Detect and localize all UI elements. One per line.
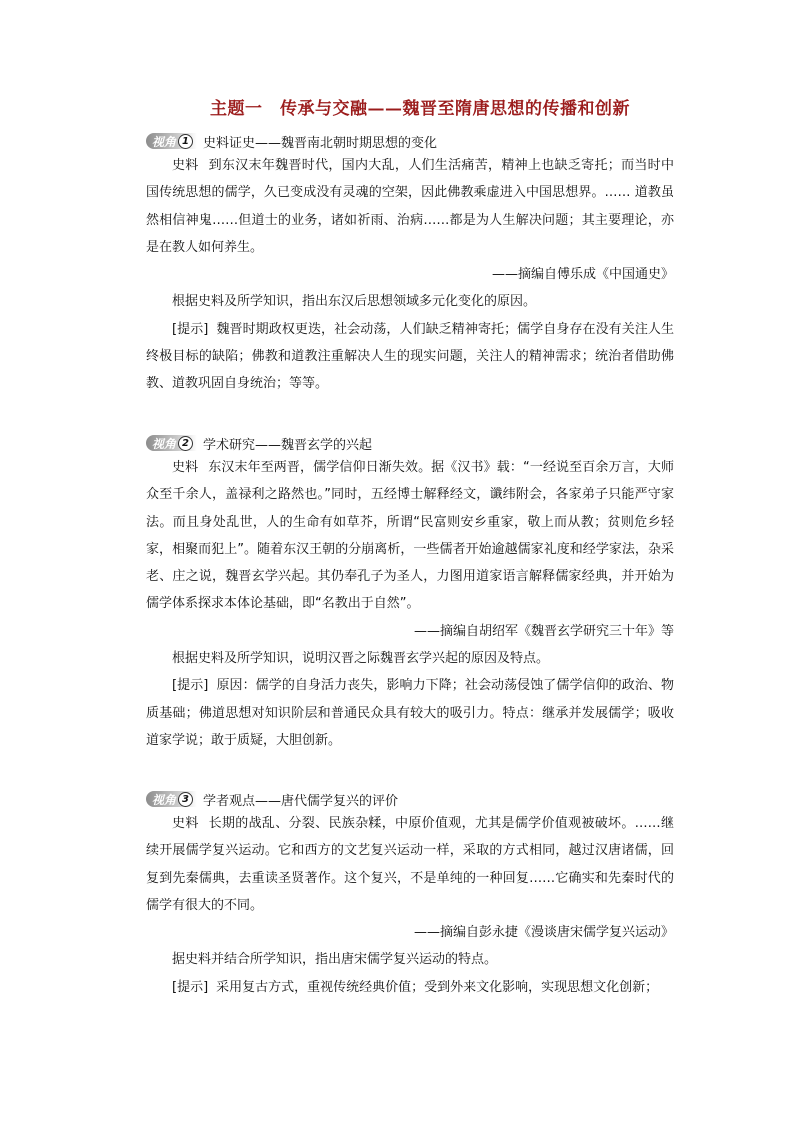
- material-text: 到东汉末年魏晋时代，国内大乱，人们生活痛苦，精神上也缺乏寄托；而当时中国传统思想的儒学，久已变成没有灵魂的空架，因此佛教乘虚进入中国思想界。…… 道教虽然相信神鬼……但道士的业务，诸如祈雨、治病……都是为人生解决问题；其主要理论，亦是在教人如何养生。: [146, 158, 674, 255]
- angle-section-2: [146, 432, 674, 754]
- tip-paragraph: [146, 974, 674, 1001]
- angle-badge-label: 视角: [152, 792, 177, 807]
- question-text: 根据史料及所学知识，指出东汉后思想领域多元化变化的原因。: [172, 294, 537, 310]
- material-label: 史料: [172, 460, 199, 475]
- tip-label: [提示]: [172, 979, 209, 995]
- material-source: ——摘编自胡绍军《魏晋玄学研究三十年》等: [413, 623, 674, 639]
- material-source: ——摘编自傅乐成《中国通史》: [491, 267, 674, 283]
- angle-section-1: [146, 130, 674, 398]
- material-text: 东汉末年至两晋，儒学信仰日渐失效。据《汉书》载：“一经说至百余万言，大师众至千余人，盖禄利之路然也。”同时，五经博士解释经文，谶纬附会，各家弟子只能严守家法。而且身处乱世，人的生命有如草芥，所谓“民富则安乡重家，敬上而从教；贫则危乡轻家，相聚而犯上”。随着东汉王朝的分崩离析，一些儒者开始逾越儒家礼度和经学家法，杂采老、庄之说，魏晋玄学兴起。其仍奉孔子为圣人，力图用道家语言解释儒家经典，并开始为儒学体系探求本体论基础，即“名教出于自然”。: [146, 460, 674, 612]
- question-text: 根据史料及所学知识，说明汉晋之际魏晋玄学兴起的原因及特点。: [172, 651, 550, 667]
- angle-heading: [146, 130, 674, 152]
- material-paragraph: [146, 454, 674, 618]
- angle-heading: [146, 788, 674, 810]
- material-label: 史料: [172, 816, 199, 831]
- tip-paragraph: [146, 672, 674, 754]
- angle-heading-text: 史料证史——魏晋南北朝时期思想的变化: [203, 135, 438, 151]
- angle-badge: [146, 791, 197, 807]
- tip-paragraph: [146, 316, 674, 398]
- angle-badge-label: 视角: [152, 436, 177, 451]
- angle-badge-label: 视角: [152, 134, 177, 149]
- material-label: 史料: [172, 158, 199, 173]
- material-source: ——摘编自彭永捷《漫谈唐宋儒学复兴运动》: [413, 925, 674, 941]
- angle-badge: [146, 133, 197, 149]
- material-paragraph: [146, 810, 674, 919]
- angle-heading-text: 学者观点——唐代儒学复兴的评价: [203, 793, 399, 809]
- angle-number: 1: [178, 134, 193, 149]
- material-paragraph: [146, 152, 674, 261]
- tip-label: [提示]: [172, 678, 209, 694]
- angle-heading: [146, 432, 674, 454]
- tip-text: 魏晋时期政权更迭，社会动荡，人们缺乏精神寄托；儒学自身存在没有关注人生终极目标的缺陷；佛教和道教注重解决人生的现实问题，关注人的精神需求；统治者借助佛教、道教巩固自身统治；等等。: [146, 321, 674, 392]
- angle-heading-text: 学术研究——魏晋玄学的兴起: [203, 437, 373, 453]
- angle-number: 3: [178, 792, 193, 807]
- page-title: 主题一 传承与交融——魏晋至隋唐思想的传播和创新: [210, 99, 630, 119]
- angle-number: 2: [178, 436, 193, 451]
- angle-section-3: [146, 788, 674, 1001]
- angle-badge: [146, 435, 197, 451]
- tip-text: 采用复古方式，重视传统经典价值；受到外来文化影响，实现思想文化创新；: [216, 979, 659, 995]
- tip-text: 原因：儒学的自身活力丧失，影响力下降；社会动荡侵蚀了儒学信仰的政治、物质基础；佛道思想对知识阶层和普通民众具有较大的吸引力。特点：继承并发展儒学；吸收道家学说；敢于质疑，大胆创新。: [146, 678, 674, 748]
- tip-label: [提示]: [172, 321, 209, 337]
- question-text: 据史料并结合所学知识，指出唐宋儒学复兴运动的特点。: [172, 952, 498, 968]
- material-text: 长期的战乱、分裂、民族杂糅，中原价值观，尤其是儒学价值观被破坏。……继续开展儒学复兴运动。它和西方的文艺复兴运动一样，采取的方式相同，越过汉唐诸儒，回复到先秦儒典，去重读圣贤著作。这个复兴，不是单纯的一种回复……它确实和先秦时代的儒学有很大的不同。: [146, 816, 674, 913]
